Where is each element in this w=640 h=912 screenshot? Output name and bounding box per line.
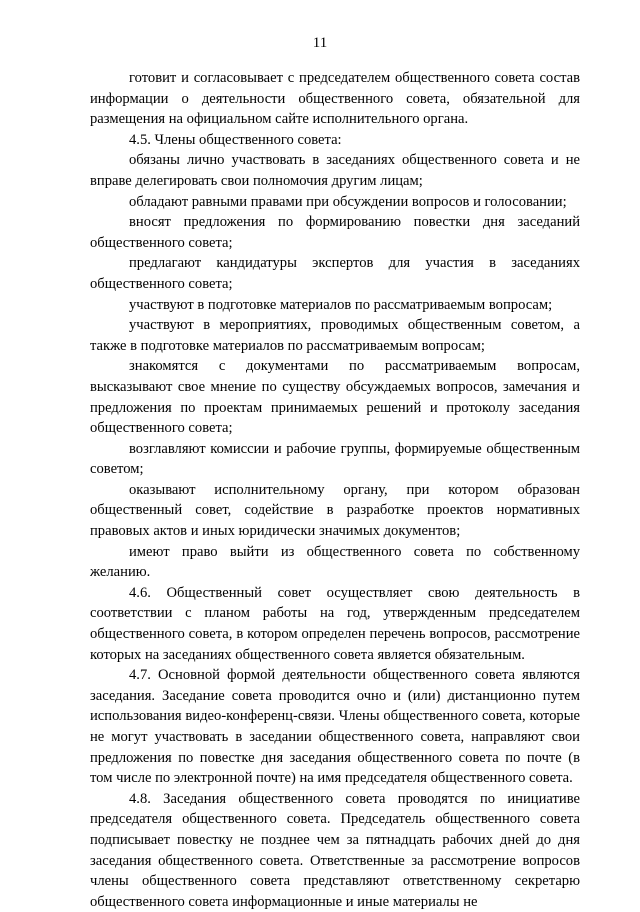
paragraph-equal-rights: обладают равными правами при обсуждении вопросов и голосовании; — [129, 193, 567, 210]
paragraph-assist-executive-body: оказывают исполнительному органу, при котором образован общественный совет, содействие в разработке проектов нормативных правовых актов и иных юридически значимых документов; — [90, 481, 580, 540]
paragraph-section-4-7: 4.7. Основной формой деятельности общественного совета являются заседания. Заседание совета проводится очно и (или) дистанционно путем использования видео-конференц-связи. Члены общественного совета, которые не могут участвовать в заседании общественного совета, направляют свои предложения по повестке дня заседания общественного совета по почте (в том числе по электронной почте) на имя председателя общественного совета. — [90, 667, 580, 787]
paragraph-obliged-to-attend: обязаны лично участвовать в заседаниях общественного совета и не вправе делегировать свои полномочия другим лицам; — [90, 152, 580, 189]
document-body — [90, 68, 580, 912]
paragraph-lead-commissions: возглавляют комиссии и рабочие группы, формируемые общественным советом; — [90, 440, 580, 478]
paragraph-agenda-proposals: вносят предложения по формированию повестки дня заседаний общественного совета; — [90, 214, 580, 251]
paragraph-section-4-6: 4.6. Общественный совет осуществляет свою деятельность в соответствии с планом работы на год, утвержденным председателем общественного совета, в котором определен перечень вопросов, рассмотрение которых на заседаниях общественного совета является обязательным. — [90, 584, 580, 663]
paragraph-section-4-5-heading: 4.5. Члены общественного совета: — [129, 131, 342, 148]
paragraph-material-preparation: участвуют в подготовке материалов по рассматриваемым вопросам; — [129, 296, 553, 313]
page-number: 11 — [312, 35, 328, 51]
paragraph-expert-candidates: предлагают кандидатуры экспертов для участия в заседаниях общественного совета; — [90, 255, 580, 292]
paragraph-document-review: знакомятся с документами по рассматриваемым вопросам, высказывают свое мнение по существу обсуждаемых вопросов, замечания и предложения по проектам принимаемых решений и протоколу заседания общественного совета; — [90, 358, 580, 437]
paragraph-event-participation: участвуют в мероприятиях, проводимых общественным советом, а также в подготовке материалов по рассматриваемым вопросам; — [90, 317, 580, 354]
paragraph-right-to-leave: имеют право выйти из общественного совета по собственному желанию. — [90, 543, 580, 581]
paragraph-info-preparation: готовит и согласовывает с председателем общественного совета состав информации о деятельности общественного совета, обязательной для размещения на официальном сайте исполнительного органа. — [90, 70, 580, 128]
paragraph-section-4-8: 4.8. Заседания общественного совета проводятся по инициативе председателя общественного совета. Председатель общественного совета подписывает повестку не позднее чем за пятнадцать рабочих дней до дня заседания общественного совета. Ответственные за рассмотрение вопросов члены общественного совета представляют ответственному секретарю общественного совета информационные и иные материалы не — [90, 790, 580, 910]
